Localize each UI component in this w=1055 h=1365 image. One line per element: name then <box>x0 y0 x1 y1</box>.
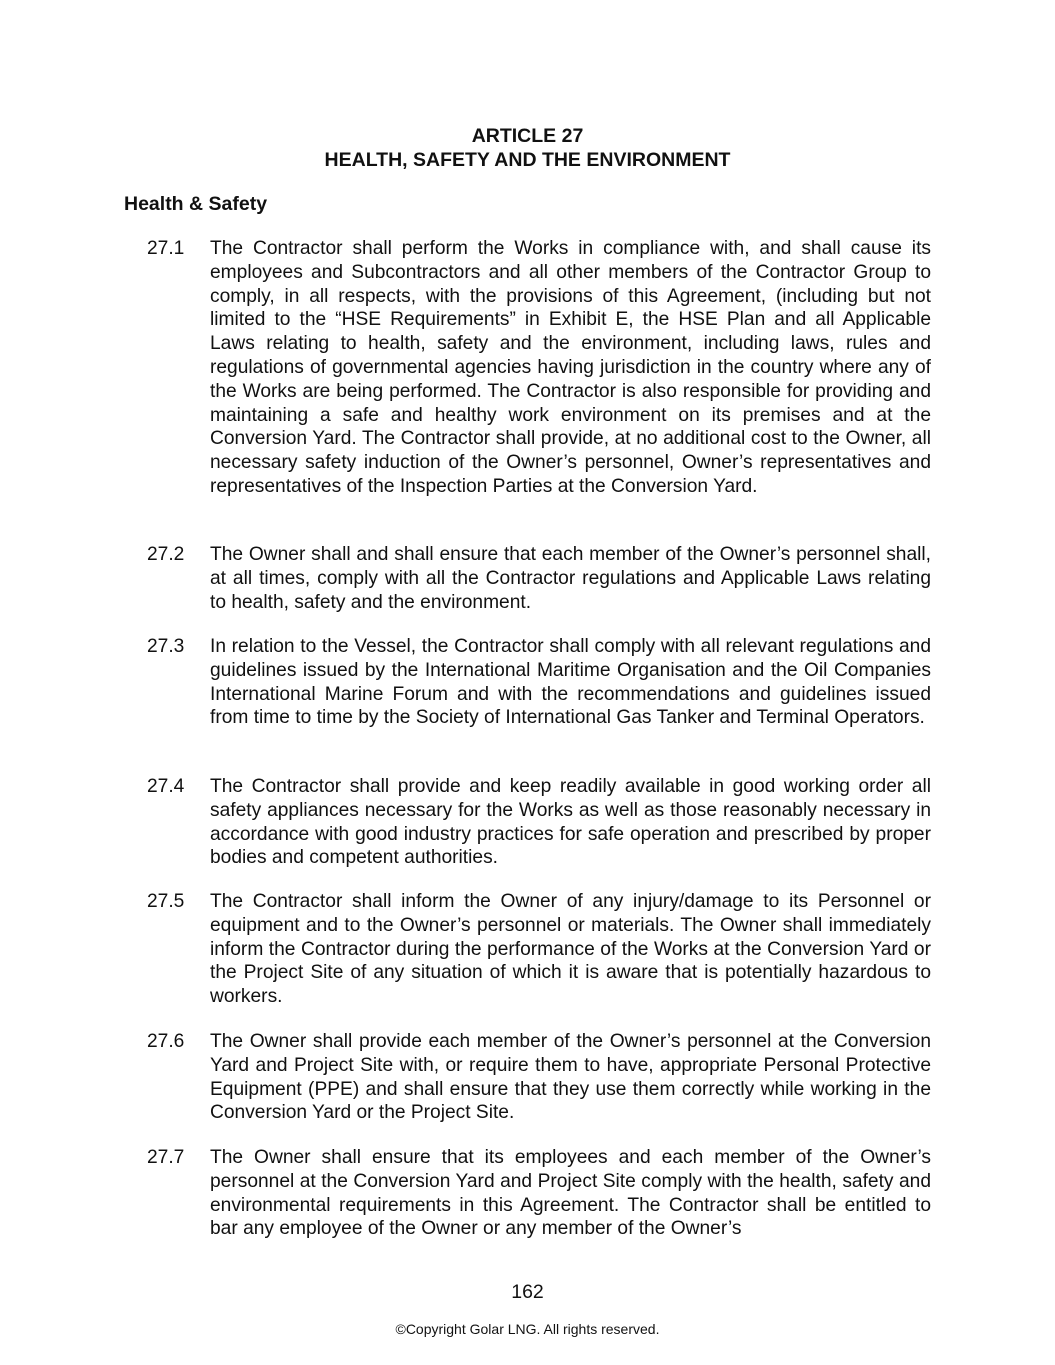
clause-text: The Owner shall and shall ensure that each member of the Owner’s personnel shall, at all times, comply with all the Contractor regulations and Applicable Laws relating to health, safety and the environment. <box>210 544 931 613</box>
clause-number: 27.5 <box>147 891 185 912</box>
section-heading: Health & Safety <box>124 193 268 215</box>
clause-text: The Contractor shall provide and keep readily available in good working order all safety appliances necessary for the Works as well as those reasonably necessary in accordance with good industry practices for safe operation and prescribed by proper bodies and competent authorities. <box>210 776 931 869</box>
copyright-notice: ©Copyright Golar LNG. All rights reserved. <box>395 1321 660 1337</box>
clause-27-1 <box>147 237 931 499</box>
clause-number: 27.6 <box>147 1031 185 1052</box>
clause-number: 27.3 <box>147 636 185 657</box>
clause-text: The Owner shall ensure that its employees and each member of the Owner’s personnel at the Conversion Yard and Project Site comply with the health, safety and environmental requirements in this Agreement. The Contractor shall be entitled to bar any employee of the Owner or any member of the Owner’s <box>210 1147 931 1240</box>
article-title-block <box>0 124 1055 172</box>
clause-27-4 <box>147 775 931 870</box>
clause-27-2 <box>147 543 931 614</box>
clause-number: 27.4 <box>147 776 185 797</box>
article-title: HEALTH, SAFETY AND THE ENVIRONMENT <box>324 149 731 171</box>
clause-text: The Contractor shall perform the Works in compliance with, and shall cause its employees and Subcontractors and all other members of the Contractor Group to comply, in all respects, with the provisions of this Agreement, (including but not limited to the “HSE Requirements” in Exhibit E, the HSE Plan and all Applicable Laws relating to health, safety and the environment, including laws, rules and regulations of governmental agencies having jurisdiction in the country where any of the Works are being performed. The Contractor is also responsible for providing and maintaining a safe and healthy work environment on its premises and at the Conversion Yard. The Contractor shall provide, at no additional cost to the Owner, all necessary safety induction of the Owner’s personnel, Owner’s representatives and representatives of the Inspection Parties at the Conversion Yard. <box>210 238 931 497</box>
clause-number: 27.2 <box>147 544 185 565</box>
clause-text: The Contractor shall inform the Owner of any injury/damage to its Personnel or equipment and to the Owner’s personnel or materials. The Owner shall immediately inform the Contractor during the performance of the Works at the Conversion Yard or the Project Site of any situation of which it is aware that is potentially hazardous to workers. <box>210 891 931 1008</box>
clause-number: 27.7 <box>147 1147 185 1168</box>
article-number: ARTICLE 27 <box>471 125 584 147</box>
clause-27-3 <box>147 635 931 730</box>
clause-text: In relation to the Vessel, the Contractor shall comply with all relevant regulations and guidelines issued by the International Maritime Organisation and the Oil Companies International Marine Forum and with the recommendations and guidelines issued from time to time by the Society of International Gas Tanker and Terminal Operators. <box>210 636 931 729</box>
clause-text: The Owner shall provide each member of the Owner’s personnel at the Conversion Yard and Project Site with, or require them to have, appropriate Personal Protective Equipment (PPE) and shall ensure that they use them correctly while working in the Conversion Yard or the Project Site. <box>210 1031 931 1124</box>
clause-27-7 <box>147 1146 931 1241</box>
page-number: 162 <box>511 1281 544 1303</box>
clause-number: 27.1 <box>147 238 185 259</box>
clause-27-5 <box>147 890 931 1009</box>
clause-27-6 <box>147 1030 931 1125</box>
